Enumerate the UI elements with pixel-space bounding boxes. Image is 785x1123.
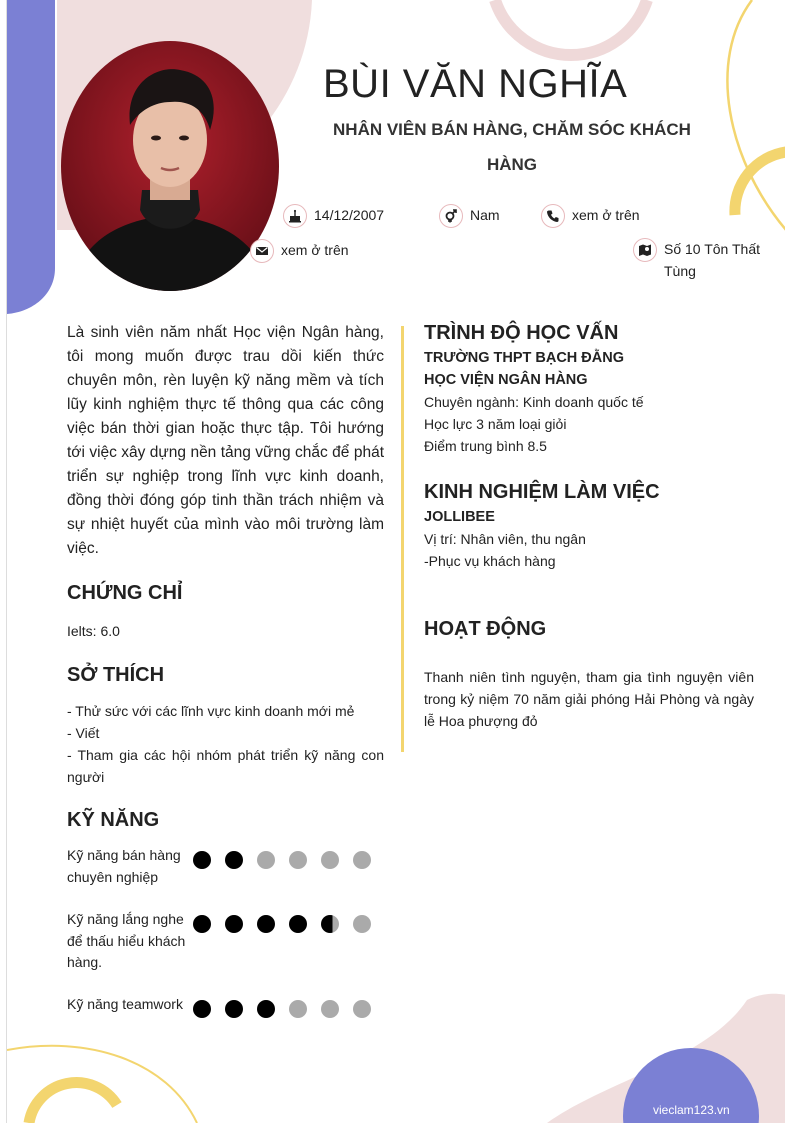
- skill-dot: [289, 915, 307, 933]
- candidate-name: BÙI VĂN NGHĨA: [323, 62, 628, 106]
- skill-name: Kỹ năng bán hàng chuyên nghiệp: [67, 847, 181, 885]
- school-name: HỌC VIỆN NGÂN HÀNG: [424, 372, 588, 388]
- company-name: JOLLIBEE: [424, 509, 495, 525]
- skill-dot: [193, 915, 211, 933]
- hobbies-list: [67, 700, 384, 788]
- experience-details: [424, 528, 586, 572]
- career-summary: Là sinh viên năm nhất Học viện Ngân hàng, tôi mong muốn được trau dồi kiến thức chuyên môn, rèn luyện kỹ năng mềm và tích lũy kinh nghiệm thực tế thông qua các công việc bán thời gian hoặc thực tập. Tôi hướng tới việc xây dựng nền tảng vững chắc để phát triển sự nghiệp trong lĩnh vực kinh doanh, đồng thời đóng góp tinh thần trách nhiệm và sự nhiệt huyết của mình vào môi trường làm việc.: [67, 324, 384, 557]
- contact-birthday: [283, 204, 384, 228]
- skill-dot: [257, 1000, 275, 1018]
- cv-page: [6, 0, 785, 1123]
- experience-heading: KINH NGHIỆM LÀM VIỆC: [424, 481, 660, 503]
- skill-rating: [193, 1000, 385, 1018]
- map-icon: [633, 238, 657, 262]
- hobby-item: - Tham gia các hội nhóm phát triển kỹ năng con người: [67, 747, 384, 785]
- birthday-value: 14/12/2007: [314, 207, 385, 223]
- hobby-item: - Thử sức với các lĩnh vực kinh doanh mới mẻ: [67, 703, 355, 719]
- gender-icon: [439, 204, 463, 228]
- school-name: TRƯỜNG THPT BẠCH ĐẰNG: [424, 350, 624, 366]
- hobbies-heading: SỞ THÍCH: [67, 664, 165, 686]
- experience-detail: Vị trí: Nhân viên, thu ngân: [424, 531, 586, 547]
- education-detail: Chuyên ngành: Kinh doanh quốc tế: [424, 394, 644, 410]
- skill-dot: [257, 915, 275, 933]
- skill-rating: [193, 915, 385, 933]
- certificate-item: Ielts: 6.0: [67, 623, 120, 639]
- experience-detail: -Phục vụ khách hàng: [424, 553, 556, 569]
- contact-gender: [439, 204, 500, 228]
- skill-dot: [353, 1000, 371, 1018]
- skill-dot: [353, 915, 371, 933]
- skill-name: Kỹ năng teamwork: [67, 996, 183, 1012]
- skill-dot: [321, 915, 339, 933]
- contact-email: [250, 239, 349, 263]
- skill-dot: [289, 851, 307, 869]
- gender-value: Nam: [470, 207, 500, 223]
- education-details: [424, 391, 644, 457]
- phone-value: xem ở trên: [572, 207, 640, 223]
- skills-heading: KỸ NĂNG: [67, 809, 160, 831]
- skill-dot: [193, 851, 211, 869]
- address-value: Số 10 Tôn Thất Tùng: [664, 241, 760, 279]
- job-title: NHÂN VIÊN BÁN HÀNG, CHĂM SÓC KHÁCH HÀNG: [333, 120, 691, 174]
- skill-dot: [257, 851, 275, 869]
- hobby-item: - Viết: [67, 725, 100, 741]
- activities-text: Thanh niên tình nguyện, tham gia tình nguyện viên trong kỷ niệm 70 năm giải phóng Hải Phòng và ngày lễ Hoa phượng đỏ: [424, 669, 754, 729]
- avatar: [60, 40, 280, 292]
- email-value: xem ở trên: [281, 242, 349, 258]
- contact-address: [633, 238, 763, 282]
- skill-dot: [193, 1000, 211, 1018]
- skill-dot: [321, 851, 339, 869]
- mail-icon: [250, 239, 274, 263]
- certificates-heading: CHỨNG CHỈ: [67, 582, 183, 604]
- contact-phone: [541, 204, 640, 228]
- skill-name: Kỹ năng lắng nghe để thấu hiểu khách hàng.: [67, 911, 186, 970]
- phone-icon: [541, 204, 565, 228]
- skill-dot: [289, 1000, 307, 1018]
- skill-dot: [321, 1000, 339, 1018]
- cake-icon: [283, 204, 307, 228]
- education-detail: Điểm trung bình 8.5: [424, 438, 547, 454]
- footer-site: vieclam123.vn: [653, 1103, 730, 1117]
- education-heading: TRÌNH ĐỘ HỌC VẤN: [424, 322, 619, 344]
- activities-heading: HOẠT ĐỘNG: [424, 618, 547, 640]
- column-divider: [401, 326, 404, 752]
- skill-dot: [225, 851, 243, 869]
- education-detail: Học lực 3 năm loại giỏi: [424, 416, 567, 432]
- skill-dot: [353, 851, 371, 869]
- skill-dot: [225, 1000, 243, 1018]
- skill-rating: [193, 851, 385, 869]
- skill-dot: [225, 915, 243, 933]
